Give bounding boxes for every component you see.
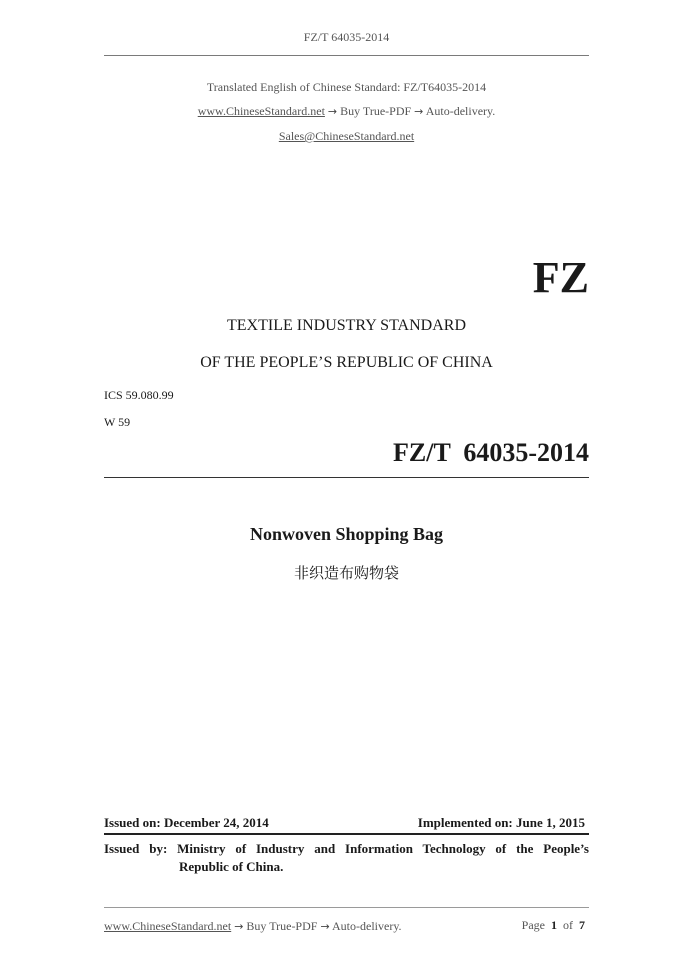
issuer-line1: Issued by: Ministry of Industry and Information Technology of the People’s (104, 841, 589, 856)
ics-code: ICS 59.080.99 (104, 388, 174, 402)
auto-delivery-text: Auto-delivery. (425, 104, 496, 118)
document-title-chinese: 非织造布购物袋 (293, 564, 399, 582)
header-divider (104, 55, 589, 56)
arrow-right-icon: → (320, 920, 330, 933)
implemented-date: Implemented on: June 1, 2015 (417, 815, 585, 830)
buy-pdf-text: Buy True-PDF (340, 104, 412, 118)
page-label: Page (521, 918, 545, 932)
w-code: W 59 (104, 415, 131, 429)
page-indicator (522, 918, 585, 933)
footer-auto-delivery-text: Auto-delivery. (332, 919, 402, 933)
title-divider (104, 477, 589, 478)
of-label: of (563, 918, 573, 932)
translation-notice: Translated English of Chinese Standard: FZ/T64035-2014 (206, 80, 487, 94)
website-link[interactable]: www.ChineseStandard.net (197, 104, 325, 118)
page-number: 1 (551, 918, 557, 932)
footer-links-row (104, 919, 402, 934)
issued-date: Issued on: December 24, 2014 (104, 815, 269, 830)
standard-number: FZ/T 64035-2014 (393, 438, 589, 467)
email-row (0, 129, 693, 144)
arrow-right-icon: → (414, 105, 424, 118)
running-header: FZ/T 64035-2014 (303, 30, 390, 44)
standard-title-line1: TEXTILE INDUSTRY STANDARD (227, 317, 466, 334)
sales-email-link[interactable]: Sales@ChineseStandard.net (278, 129, 415, 143)
notice-links-row (0, 104, 693, 119)
total-pages: 7 (579, 918, 585, 932)
arrow-right-icon: → (234, 920, 244, 933)
footer-divider (104, 907, 589, 908)
footer-website-link[interactable]: www.ChineseStandard.net (104, 919, 232, 933)
dates-divider (104, 833, 589, 835)
arrow-right-icon: → (327, 105, 338, 118)
footer-buy-pdf-text: Buy True-PDF (246, 919, 318, 933)
document-title-english: Nonwoven Shopping Bag (249, 524, 444, 544)
issuer-line2: Republic of China. (179, 859, 284, 874)
standard-title-line2: OF THE PEOPLE’S REPUBLIC OF CHINA (200, 354, 493, 371)
fz-logo: FZ (532, 253, 589, 302)
